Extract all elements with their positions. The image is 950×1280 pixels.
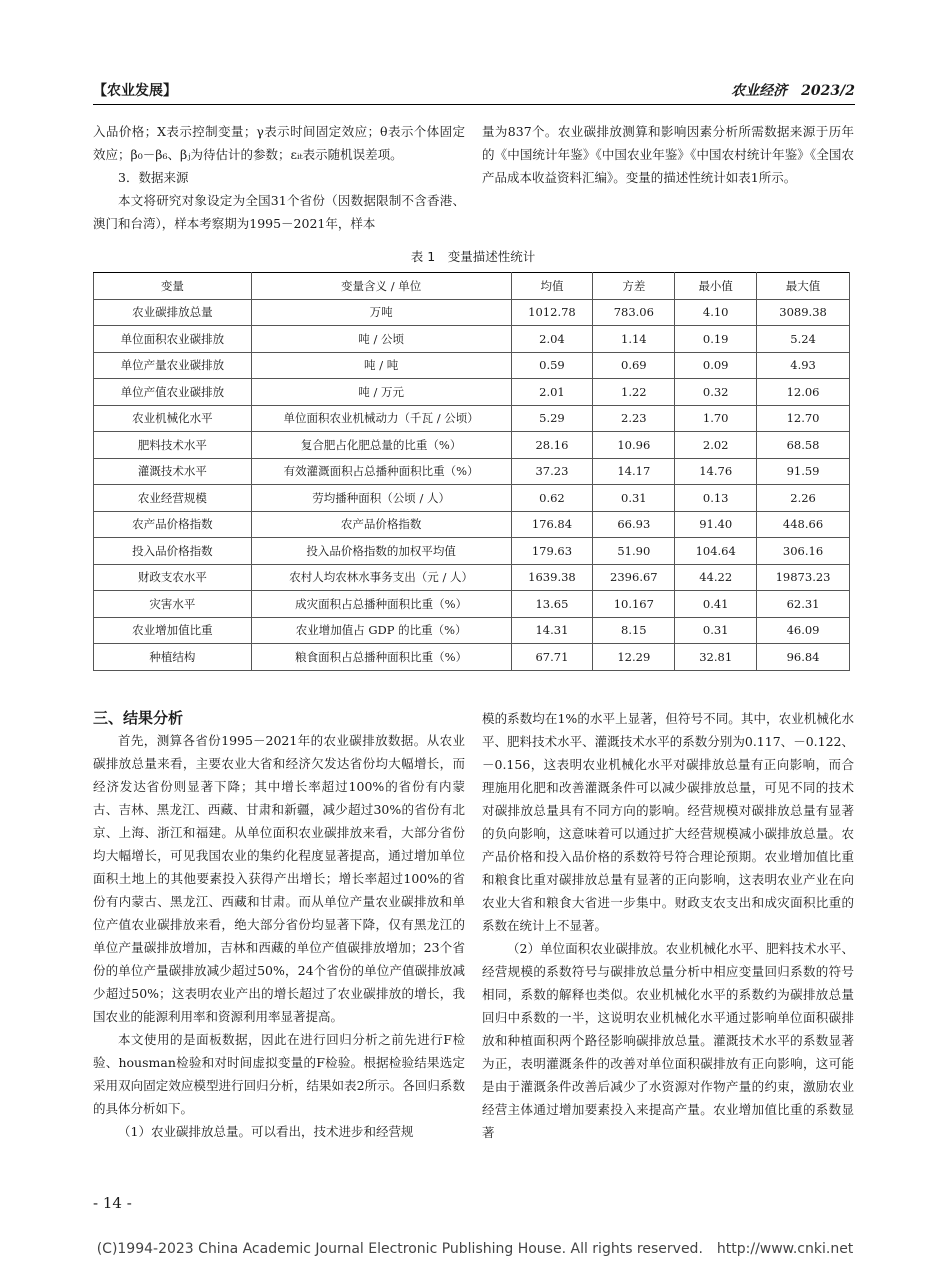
table-cell: 投入品价格指数 xyxy=(94,538,252,565)
table-cell: 2.26 xyxy=(757,485,850,512)
table-cell: 0.19 xyxy=(675,326,757,353)
table-row xyxy=(94,432,850,459)
table-cell: 吨 / 公顷 xyxy=(251,326,511,353)
table-cell: 32.81 xyxy=(675,644,757,671)
paragraph: 首先，测算各省份1995－2021年的农业碳排放数据。从农业碳排放总量来看，主要农业大省和经济欠发达省份均大幅增长，而经济发达省份则显著下降；其中增长率超过100%的省份有内蒙古、吉林、黑龙江、西藏、甘肃和新疆，减少超过30%的省份有北京、上海、浙江和福建。从单位面积农业碳排放来看，大部分省份均大幅增长，可见我国农业的集约化程度显著提高，通过增加单位面积土地上的其他要素投入获得产出增长；增长率超过100%的省份有内蒙古、黑龙江、西藏和甘肃。而从单位产量农业碳排放和单位产值农业碳排放来看，绝大部分省份均显著下降，仅有黑龙江的单位产量碳排放增加，吉林和西藏的单位产值碳排放增加；23个省份的单位产量碳排放减少超过50%，24个省份的单位产值碳排放减少超过50%；这表明农业产出的增长超过了农业碳排放的增长，我国农业的能源利用率和资源利用率显著提高。 xyxy=(93,733,465,1024)
table-cell: 66.93 xyxy=(593,511,675,538)
table-cell: 62.31 xyxy=(757,591,850,618)
table-cell: 12.29 xyxy=(593,644,675,671)
table-cell: 成灾面积占总播种面积比重（%） xyxy=(251,591,511,618)
table-cell: 农村人均农林水事务支出（元 / 人） xyxy=(251,564,511,591)
header-rule xyxy=(93,104,855,105)
table-cell: 1012.78 xyxy=(511,299,593,326)
header-variable: 变量 xyxy=(94,273,252,300)
paragraph: 入品价格；X表示控制变量；γ表示时间固定效应；θ表示个体固定效应；β₀－β₆、βⱼ为待估计的参数；εᵢₜ表示随机误差项。 xyxy=(93,124,465,162)
header-journal: 农业经济 2023/2 xyxy=(731,83,855,99)
table-cell: 单位产量农业碳排放 xyxy=(94,352,252,379)
table-cell: 104.64 xyxy=(675,538,757,565)
table-row xyxy=(94,352,850,379)
table-row xyxy=(94,564,850,591)
table-cell: 28.16 xyxy=(511,432,593,459)
table-cell: 91.40 xyxy=(675,511,757,538)
bottom-right-column xyxy=(482,707,854,1144)
table-cell: 单位面积农业碳排放 xyxy=(94,326,252,353)
table-cell: 2.02 xyxy=(675,432,757,459)
table-cell: 5.29 xyxy=(511,405,593,432)
table-cell: 0.31 xyxy=(593,485,675,512)
table-cell: 0.31 xyxy=(675,617,757,644)
paragraph: 模的系数均在1%的水平上显著，但符号不同。其中，农业机械化水平、肥料技术水平、灌溉技术水平的系数分别为0.117、－0.122、－0.156，这表明农业机械化水平对碳排放总量有正向影响，而合理施用化肥和改善灌溉条件可以减少碳排放总量，可见不同的技术对碳排放总量具有不同方向的影响。经营规模对碳排放总量有显著的负向影响，这意味着可以通过扩大经营规模减小碳排放总量。农产品价格和投入品价格的系数符号符合理论预期。农业增加值比重和粮食比重对碳排放总量有显著的正向影响，这表明农业产业在向农业大省和粮食大省进一步集中。财政支农支出和成灾面积比重的系数在统计上不显著。 xyxy=(482,711,854,933)
table-cell: 0.32 xyxy=(675,379,757,406)
table-cell: 农业机械化水平 xyxy=(94,405,252,432)
table-cell: 179.63 xyxy=(511,538,593,565)
table-cell: 灾害水平 xyxy=(94,591,252,618)
paragraph: 量为837个。农业碳排放测算和影响因素分析所需数据来源于历年的《中国统计年鉴》《中国农业年鉴》《中国农村统计年鉴》《全国农产品成本收益资料汇编》。变量的描述性统计如表1所示。 xyxy=(482,124,854,185)
table-cell: 吨 / 万元 xyxy=(251,379,511,406)
table-cell: 306.16 xyxy=(757,538,850,565)
top-left-column xyxy=(93,120,465,235)
page-number: - 14 - xyxy=(93,1194,132,1212)
paragraph: （1）农业碳排放总量。可以看出，技术进步和经营规 xyxy=(118,1124,414,1139)
table-cell: 8.15 xyxy=(593,617,675,644)
table-cell: 农产品价格指数 xyxy=(94,511,252,538)
table-cell: 5.24 xyxy=(757,326,850,353)
table-cell: 44.22 xyxy=(675,564,757,591)
table-cell: 万吨 xyxy=(251,299,511,326)
table-row xyxy=(94,485,850,512)
table-caption: 表 1 变量描述性统计 xyxy=(410,249,536,264)
header-meaning: 变量含义 / 单位 xyxy=(251,273,511,300)
table-cell: 12.70 xyxy=(757,405,850,432)
table-cell: 4.93 xyxy=(757,352,850,379)
table-cell: 吨 / 吨 xyxy=(251,352,511,379)
table-cell: 0.69 xyxy=(593,352,675,379)
table-cell: 投入品价格指数的加权平均值 xyxy=(251,538,511,565)
descriptive-stats-table xyxy=(93,272,850,671)
header-section: 【农业发展】 xyxy=(93,83,177,99)
subsection-heading: 3．数据来源 xyxy=(118,170,189,185)
table-cell: 67.71 xyxy=(511,644,593,671)
table-cell: 农业碳排放总量 xyxy=(94,299,252,326)
table-cell: 1.14 xyxy=(593,326,675,353)
table-row xyxy=(94,511,850,538)
paragraph: 本文使用的是面板数据，因此在进行回归分析之前先进行F检验、housman检验和对时间虚拟变量的F检验。根据检验结果选定采用双向固定效应模型进行回归分析，结果如表2所示。各回归系数的具体分析如下。 xyxy=(93,1032,465,1116)
table-cell: 51.90 xyxy=(593,538,675,565)
table-cell: 10.96 xyxy=(593,432,675,459)
table-row xyxy=(94,538,850,565)
table-cell: 1.22 xyxy=(593,379,675,406)
table-cell: 2396.67 xyxy=(593,564,675,591)
table-cell: 0.59 xyxy=(511,352,593,379)
table-cell: 单位面积农业机械动力（千瓦 / 公顷） xyxy=(251,405,511,432)
table-cell: 1639.38 xyxy=(511,564,593,591)
table-header-row xyxy=(94,273,850,300)
table-cell: 14.76 xyxy=(675,458,757,485)
table-cell: 14.31 xyxy=(511,617,593,644)
table-cell: 96.84 xyxy=(757,644,850,671)
table-cell: 0.13 xyxy=(675,485,757,512)
table-row xyxy=(94,458,850,485)
table-cell: 13.65 xyxy=(511,591,593,618)
table-cell: 12.06 xyxy=(757,379,850,406)
section-title: 三、结果分析 xyxy=(93,709,184,727)
table-cell: 种植结构 xyxy=(94,644,252,671)
table-cell: 复合肥占化肥总量的比重（%） xyxy=(251,432,511,459)
table-cell: 单位产值农业碳排放 xyxy=(94,379,252,406)
table-cell: 46.09 xyxy=(757,617,850,644)
table-cell: 财政支农水平 xyxy=(94,564,252,591)
table-cell: 2.23 xyxy=(593,405,675,432)
table-cell: 37.23 xyxy=(511,458,593,485)
table-cell: 灌溉技术水平 xyxy=(94,458,252,485)
table-cell: 3089.38 xyxy=(757,299,850,326)
table-cell: 448.66 xyxy=(757,511,850,538)
table-cell: 农产品价格指数 xyxy=(251,511,511,538)
table-cell: 2.01 xyxy=(511,379,593,406)
table-row xyxy=(94,326,850,353)
bottom-left-column xyxy=(93,707,465,1143)
table-row xyxy=(94,617,850,644)
table-cell: 68.58 xyxy=(757,432,850,459)
table-row xyxy=(94,299,850,326)
header-mean: 均值 xyxy=(511,273,593,300)
paragraph: （2）单位面积农业碳排放。农业机械化水平、肥料技术水平、经营规模的系数符号与碳排放总量分析中相应变量回归系数的符号相同，系数的解释也类似。农业机械化水平的系数约为碳排放总量回归中系数的一半，这说明农业机械化水平通过影响单位面积碳排放和种植面积两个路径影响碳排放总量。灌溉技术水平的系数显著为正，表明灌溉条件的改善对单位面积碳排放有正向影响，这可能是由于灌溉条件改善后减少了水资源对作物产量的约束，激励农业经营主体通过增加要素投入来提高产量。农业增加值比重的系数显著 xyxy=(482,941,854,1140)
table-cell: 176.84 xyxy=(511,511,593,538)
table-cell: 农业增加值比重 xyxy=(94,617,252,644)
header-max: 最大值 xyxy=(757,273,850,300)
table-row xyxy=(94,405,850,432)
top-right-column xyxy=(482,120,854,189)
table-cell: 19873.23 xyxy=(757,564,850,591)
table-cell: 91.59 xyxy=(757,458,850,485)
table-cell: 农业增加值占 GDP 的比重（%） xyxy=(251,617,511,644)
table-row xyxy=(94,644,850,671)
table-cell: 1.70 xyxy=(675,405,757,432)
copyright-footer: (C)1994-2023 China Academic Journal Electronic Publishing House. All rights reserved. http://www.cnki.net xyxy=(96,1241,854,1257)
header-min: 最小值 xyxy=(675,273,757,300)
table-cell: 4.10 xyxy=(675,299,757,326)
table-cell: 劳均播种面积（公顷 / 人） xyxy=(251,485,511,512)
header-variance: 方差 xyxy=(593,273,675,300)
table-row xyxy=(94,379,850,406)
table-cell: 14.17 xyxy=(593,458,675,485)
table-cell: 0.09 xyxy=(675,352,757,379)
table-cell: 肥料技术水平 xyxy=(94,432,252,459)
table-cell: 0.41 xyxy=(675,591,757,618)
table-cell: 粮食面积占总播种面积比重（%） xyxy=(251,644,511,671)
table-cell: 783.06 xyxy=(593,299,675,326)
table-row xyxy=(94,591,850,618)
table-cell: 0.62 xyxy=(511,485,593,512)
table-cell: 农业经营规模 xyxy=(94,485,252,512)
paragraph: 本文将研究对象设定为全国31个省份（因数据限制不含香港、澳门和台湾），样本考察期为1995－2021年，样本 xyxy=(93,193,465,231)
table-cell: 10.167 xyxy=(593,591,675,618)
table-cell: 有效灌溉面积占总播种面积比重（%） xyxy=(251,458,511,485)
table-cell: 2.04 xyxy=(511,326,593,353)
